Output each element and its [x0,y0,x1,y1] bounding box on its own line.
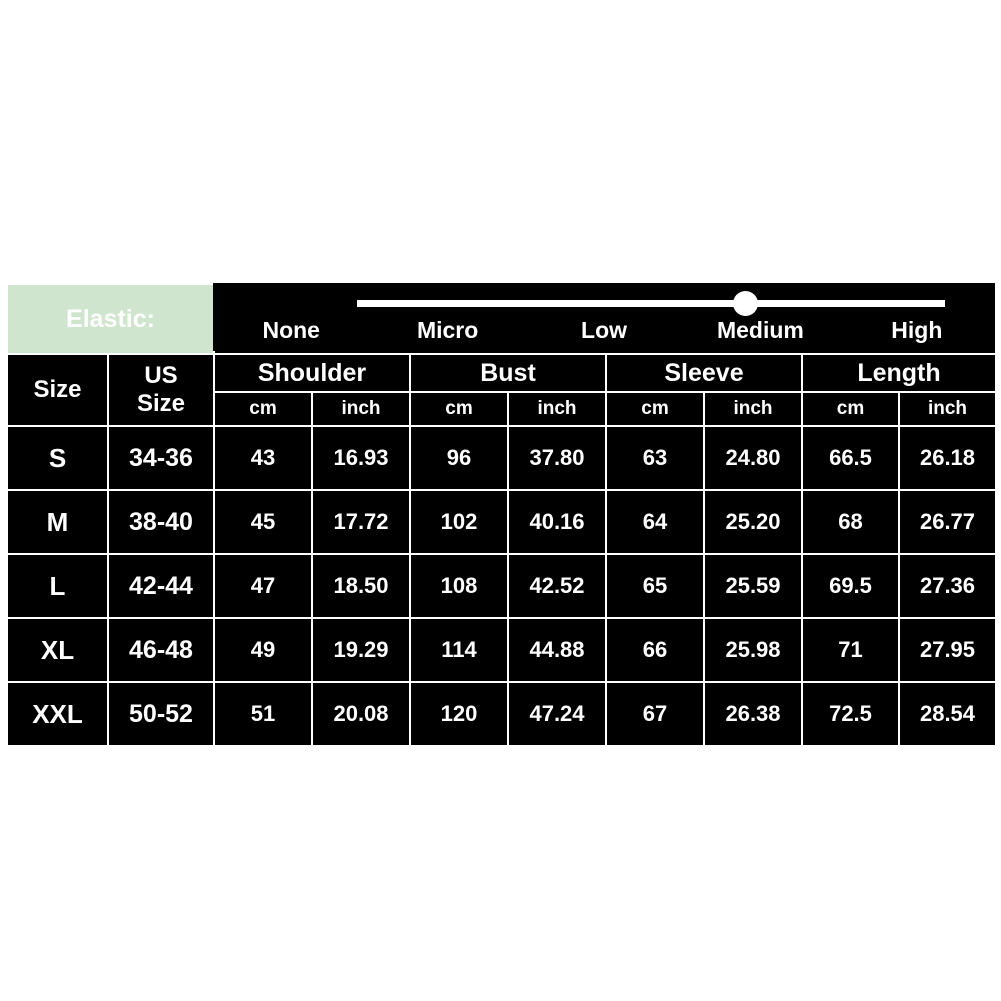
cell-size: M [7,490,108,554]
cell-length-inch: 28.54 [899,682,996,746]
elastic-label: Elastic: [7,284,214,354]
cell-shoulder-cm: 47 [214,554,312,618]
col-header-us-size [108,354,214,426]
cell-sleeve-cm: 65 [606,554,704,618]
elastic-level-high[interactable]: High [891,317,943,343]
elastic-level-labels [213,313,995,351]
table-row [7,490,996,554]
unit-shoulder-cm: cm [214,392,312,426]
cell-bust-cm: 102 [410,490,508,554]
elastic-level-none[interactable]: None [262,317,320,343]
cell-shoulder-inch: 16.93 [312,426,410,490]
cell-length-inch: 26.77 [899,490,996,554]
cell-bust-cm: 120 [410,682,508,746]
unit-sleeve-cm: cm [606,392,704,426]
cell-length-inch: 26.18 [899,426,996,490]
group-header-shoulder: Shoulder [214,354,410,392]
group-header-sleeve: Sleeve [606,354,802,392]
unit-length-inch: inch [899,392,996,426]
cell-shoulder-inch: 20.08 [312,682,410,746]
cell-sleeve-inch: 26.38 [704,682,802,746]
cell-us-size: 46-48 [108,618,214,682]
cell-shoulder-cm: 43 [214,426,312,490]
unit-length-cm: cm [802,392,899,426]
cell-size: L [7,554,108,618]
elastic-level-low[interactable]: Low [581,317,628,343]
slider-track[interactable] [357,300,945,307]
cell-size: XXL [7,682,108,746]
table-row [7,554,996,618]
cell-shoulder-cm: 45 [214,490,312,554]
unit-shoulder-inch: inch [312,392,410,426]
cell-sleeve-inch: 24.80 [704,426,802,490]
cell-bust-cm: 96 [410,426,508,490]
unit-sleeve-inch: inch [704,392,802,426]
elastic-level-micro[interactable]: Micro [416,317,479,343]
unit-bust-inch: inch [508,392,606,426]
cell-shoulder-cm: 49 [214,618,312,682]
cell-shoulder-inch: 18.50 [312,554,410,618]
cell-bust-inch: 40.16 [508,490,606,554]
cell-shoulder-cm: 51 [214,682,312,746]
cell-length-cm: 72.5 [802,682,899,746]
table-row [7,426,996,490]
cell-sleeve-cm: 63 [606,426,704,490]
table-row [7,682,996,746]
elastic-slider[interactable] [213,283,995,351]
cell-us-size: 42-44 [108,554,214,618]
cell-length-inch: 27.95 [899,618,996,682]
cell-length-inch: 27.36 [899,554,996,618]
group-header-bust: Bust [410,354,606,392]
cell-sleeve-inch: 25.98 [704,618,802,682]
cell-size: XL [7,618,108,682]
cell-length-cm: 68 [802,490,899,554]
elastic-level-medium[interactable]: Medium [716,317,804,343]
size-chart-table [6,283,997,747]
cell-us-size: 34-36 [108,426,214,490]
cell-length-cm: 71 [802,618,899,682]
cell-shoulder-inch: 17.72 [312,490,410,554]
cell-bust-cm: 114 [410,618,508,682]
cell-bust-inch: 42.52 [508,554,606,618]
size-chart [6,283,995,728]
group-header-length: Length [802,354,996,392]
us-size-line-1: US [144,362,178,389]
us-size-line-2: Size [136,390,186,417]
cell-sleeve-inch: 25.59 [704,554,802,618]
cell-bust-inch: 47.24 [508,682,606,746]
cell-length-cm: 69.5 [802,554,899,618]
cell-size: S [7,426,108,490]
cell-bust-cm: 108 [410,554,508,618]
cell-sleeve-cm: 67 [606,682,704,746]
cell-length-cm: 66.5 [802,426,899,490]
cell-us-size: 50-52 [108,682,214,746]
cell-bust-inch: 37.80 [508,426,606,490]
cell-sleeve-inch: 25.20 [704,490,802,554]
table-row [7,618,996,682]
cell-us-size: 38-40 [108,490,214,554]
cell-bust-inch: 44.88 [508,618,606,682]
unit-bust-cm: cm [410,392,508,426]
cell-sleeve-cm: 64 [606,490,704,554]
cell-shoulder-inch: 19.29 [312,618,410,682]
cell-sleeve-cm: 66 [606,618,704,682]
group-header-row [7,354,996,392]
col-header-size: Size [7,354,108,426]
